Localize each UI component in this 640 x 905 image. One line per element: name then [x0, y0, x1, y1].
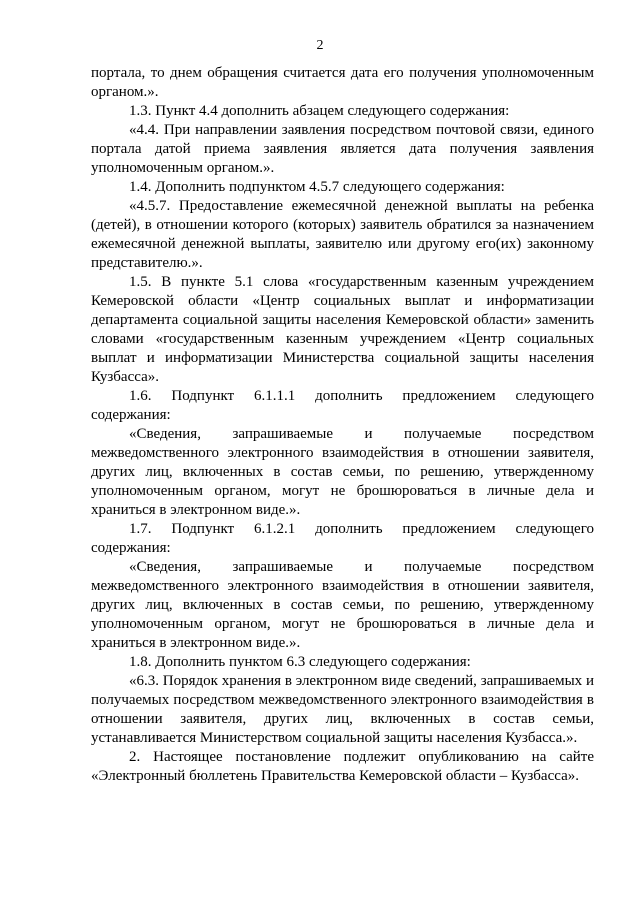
paragraph-item-1-3: 1.3. Пункт 4.4 дополнить абзацем следующего содержания: [129, 103, 510, 119]
paragraph-item-1-4: 1.4. Дополнить подпунктом 4.5.7 следующего содержания: [129, 179, 505, 195]
paragraph-item-1-8: 1.8. Дополнить пунктом 6.3 следующего содержания: [129, 654, 471, 670]
paragraph-quote-4-4: «4.4. При направлении заявления посредством почтовой связи, единого портала датой приема заявления является дата получения заявления уполномоченным органом.». [91, 122, 594, 176]
paragraph-continuation: портала, то днем обращения считается дата его получения уполномоченным органом.». [91, 65, 594, 100]
paragraph-quote-6-1-2-1: «Сведения, запрашиваемые и получаемые посредством межведомственного электронного взаимодействия в отношении заявителя, других лиц, включенных в состав семьи, по решению, утвержденному уполномоченным органом, могут не брошюроваться в личные дела и храниться в электронном виде.». [91, 559, 594, 651]
paragraph-quote-6-1-1-1: «Сведения, запрашиваемые и получаемые посредством межведомственного электронного взаимодействия в отношении заявителя, других лиц, включенных в состав семьи, по решению, утвержденному уполномоченным органом, могут не брошюроваться в личные дела и храниться в электронном виде.». [91, 426, 594, 518]
paragraph-quote-6-3: «6.3. Порядок хранения в электронном виде сведений, запрашиваемых и получаемых посредством межведомственного электронного взаимодействия в отношении заявителя, других лиц, включенных в состав семьи, устанавливается Министерством социальной защиты населения Кузбасса.». [91, 673, 594, 746]
paragraph-item-1-7: 1.7. Подпункт 6.1.2.1 дополнить предложением следующего содержания: [91, 521, 594, 556]
document-body [91, 64, 594, 786]
page-number: 2 [316, 38, 324, 53]
paragraph-item-1-5: 1.5. В пункте 5.1 слова «государственным казенным учреждением Кемеровской области «Центр социальных выплат и информатизации департамента социальной защиты населения Кемеровской области» заменить словами «государственным казенным учреждением «Центр социальных выплат и информатизации Министерства социальной защиты населения Кузбасса». [91, 274, 594, 385]
paragraph-item-2: 2. Настоящее постановление подлежит опубликованию на сайте «Электронный бюллетень Правительства Кемеровской области – Кузбасса». [91, 749, 594, 784]
paragraph-item-1-6: 1.6. Подпункт 6.1.1.1 дополнить предложением следующего содержания: [91, 388, 594, 423]
paragraph-quote-4-5-7: «4.5.7. Предоставление ежемесячной денежной выплаты на ребенка (детей), в отношении которого (которых) заявитель обратился за назначением ежемесячной денежной выплаты, заявителю или другому его(их) законному представителю.». [91, 198, 594, 271]
